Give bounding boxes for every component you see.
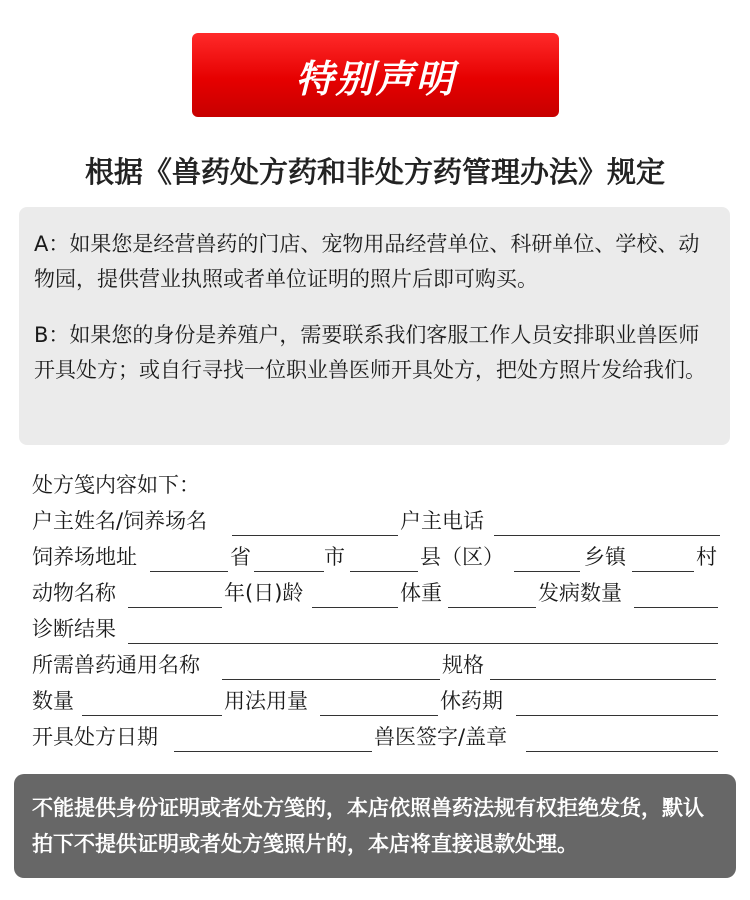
sick-count-label: 发病数量 <box>538 581 622 605</box>
notice-option-b: B：如果您的身份是养殖户，需要联系我们客服工作人员安排职业兽医师开具处方；或自行寻找一位职业兽医师开具处方，把处方照片发给我们。 <box>34 323 706 382</box>
province-blank <box>150 571 228 572</box>
owner-name-label: 户主姓名/饲养场名 <box>32 509 208 533</box>
form-intro-line <box>32 467 722 503</box>
city-blank <box>254 571 324 572</box>
owner-phone-blank <box>494 535 720 536</box>
date-blank <box>174 751 372 752</box>
drug-name-blank <box>222 679 440 680</box>
form-row-usage <box>32 683 722 719</box>
age-label: 年(日)龄 <box>224 581 304 605</box>
weight-blank <box>448 607 536 608</box>
refund-warning-text: 不能提供身份证明或者处方笺的，本店依照兽药法规有权拒绝发货，默认拍下不提供证明或者处方笺照片的，本店将直接退款处理。 <box>32 796 704 856</box>
spec-label: 规格 <box>442 653 484 677</box>
township-label: 乡镇 <box>584 545 626 569</box>
notice-box <box>19 207 730 445</box>
city-label: 市 <box>324 545 345 569</box>
announcement-banner <box>192 33 559 117</box>
diagnosis-blank <box>128 643 718 644</box>
village-blank <box>632 571 694 572</box>
form-row-date <box>32 719 722 755</box>
notice-option-a: A：如果您是经营兽药的门店、宠物用品经营单位、科研单位、学校、动物园，提供营业执照或者单位证明的照片后即可购买。 <box>34 232 700 291</box>
form-row-address <box>32 539 722 575</box>
usage-blank <box>320 715 438 716</box>
date-label: 开具处方日期 <box>32 725 158 749</box>
animal-name-label: 动物名称 <box>32 581 116 605</box>
refund-warning <box>14 774 736 878</box>
county-blank <box>350 571 418 572</box>
drug-name-label: 所需兽药通用名称 <box>32 653 200 677</box>
province-label: 省 <box>230 545 251 569</box>
sick-count-blank <box>634 607 718 608</box>
county-label: 县（区） <box>420 545 504 569</box>
form-row-animal <box>32 575 722 611</box>
regulation-subtitle: 根据《兽药处方药和非处方药管理办法》规定 <box>84 155 665 189</box>
quantity-blank <box>82 715 222 716</box>
form-row-diagnosis <box>32 611 722 647</box>
animal-name-blank <box>128 607 222 608</box>
owner-name-blank <box>232 535 398 536</box>
farm-address-label: 饲养场地址 <box>32 545 137 569</box>
spec-blank <box>490 679 716 680</box>
diagnosis-label: 诊断结果 <box>32 617 116 641</box>
age-blank <box>312 607 398 608</box>
form-row-owner <box>32 503 722 539</box>
usage-label: 用法用量 <box>224 689 308 713</box>
form-row-drug <box>32 647 722 683</box>
form-intro: 处方笺内容如下： <box>32 473 200 497</box>
township-blank <box>514 571 580 572</box>
weight-label: 体重 <box>400 581 442 605</box>
owner-phone-label: 户主电话 <box>400 509 484 533</box>
quantity-label: 数量 <box>32 689 74 713</box>
vet-sign-label: 兽医签字/盖章 <box>374 725 508 749</box>
village-label: 村 <box>696 545 717 569</box>
withdrawal-blank <box>516 715 718 716</box>
withdrawal-label: 休药期 <box>440 689 503 713</box>
banner-title: 特别声明 <box>295 56 456 101</box>
vet-sign-blank <box>526 751 718 752</box>
